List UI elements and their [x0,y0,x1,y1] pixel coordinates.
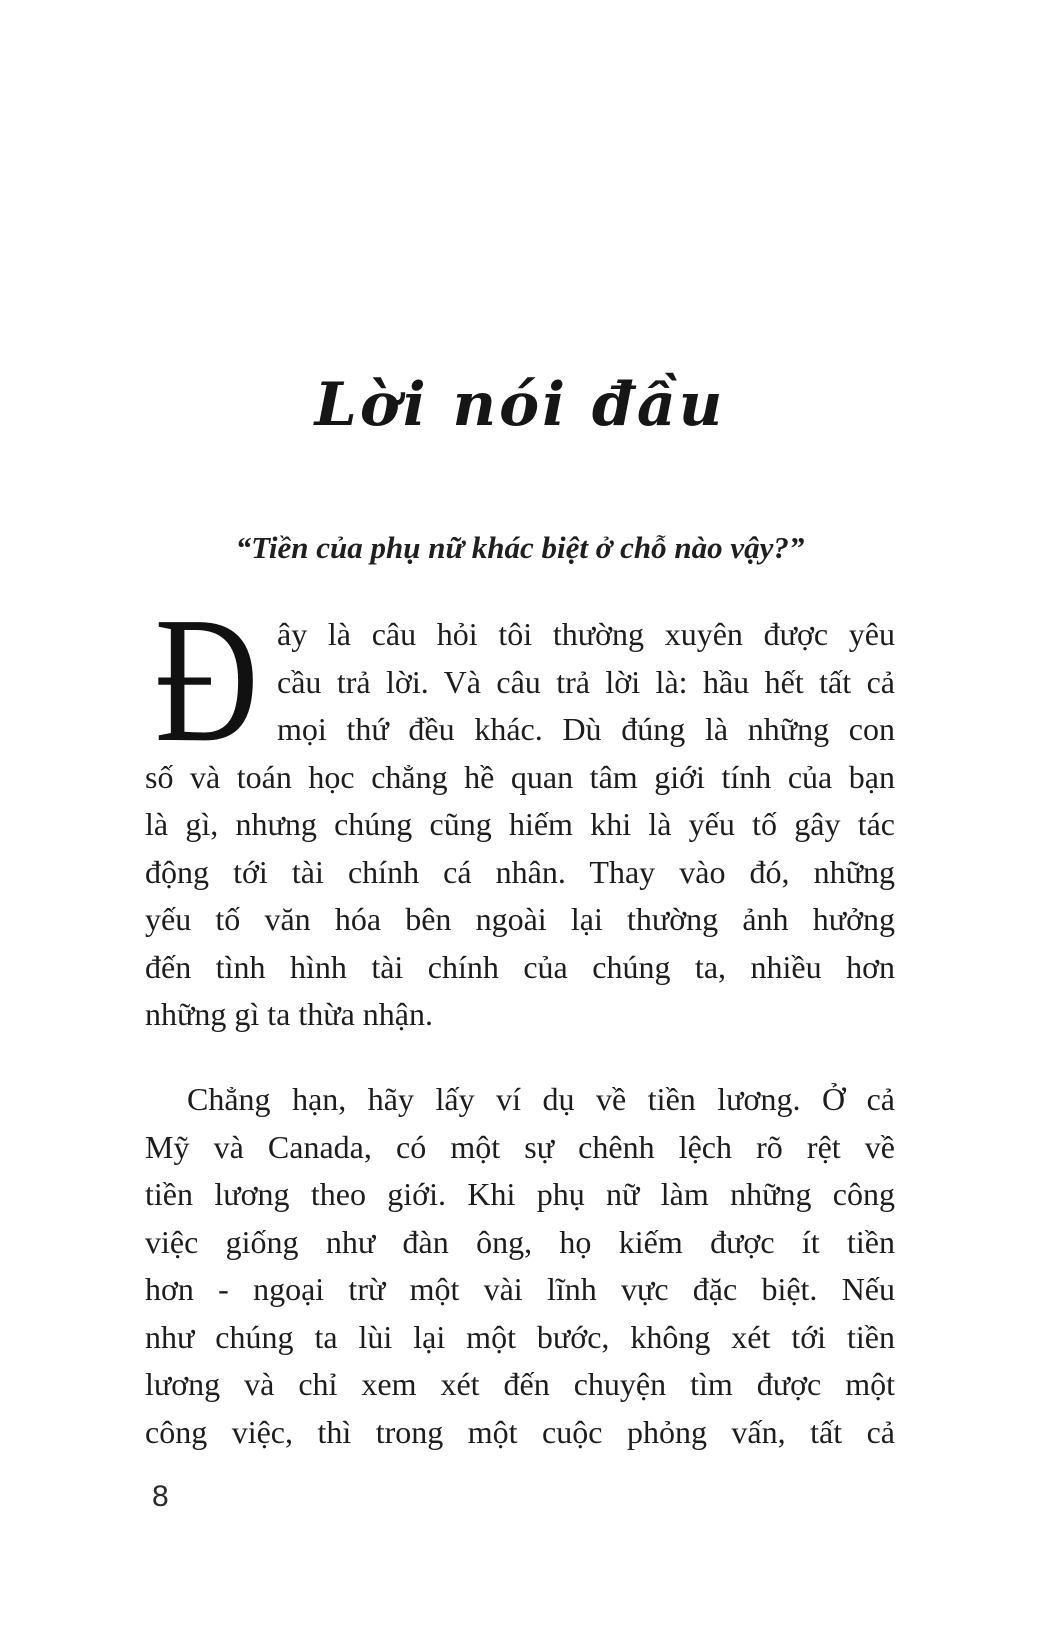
text-line: yếu tố văn hóa bên ngoài lại thường ảnh hưởng [145,901,895,937]
text-line: động tới tài chính cá nhân. Thay vào đó, những [145,853,895,890]
drop-cap-letter: Đ [154,580,259,779]
text-line: tiền lương theo giới. Khi phụ nữ làm những công [145,1176,895,1212]
text-line: như chúng ta lùi lại một bước, không xét tới tiền [145,1318,895,1355]
page-number: 8 [152,1480,169,1513]
text-line: cầu trả lời. Và câu trả lời là: hầu hết tất cả [277,663,895,700]
paragraph-1 [145,580,895,1039]
text-line: ây là câu hỏi tôi thường xuyên được yêu [277,616,895,652]
text-line: Mỹ và Canada, có một sự chênh lệch rõ rệt về [145,1128,895,1165]
text-line: mọi thứ đều khác. Dù đúng là những con [277,711,895,747]
drop-cap [145,580,277,779]
text-line: là gì, nhưng chúng cũng hiếm khi là yếu tố gây tác [145,806,895,842]
paragraph-2 [145,1076,895,1456]
text-line: lương và chỉ xem xét đến chuyện tìm được một [145,1366,895,1402]
text-line: hơn - ngoại trừ một vài lĩnh vực đặc biệt. Nếu [145,1271,895,1307]
chapter-quote: “Tiền của phụ nữ khác biệt ở chỗ nào vậy?” [235,530,805,565]
text-line: đến tình hình tài chính của chúng ta, nhiều hơn [145,948,895,985]
text-line: những gì ta thừa nhận. [145,996,433,1032]
text-line: Chẳng hạn, hãy lấy ví dụ về tiền lương. Ở cả [187,1081,895,1117]
text-line: số và toán học chẳng hề quan tâm giới tính của bạn [145,758,895,795]
text-line: việc giống như đàn ông, họ kiếm được ít tiền [145,1223,895,1260]
chapter-title: Lời nói đầu [314,370,726,441]
text-line: công việc, thì trong một cuộc phỏng vấn, tất cả [145,1413,895,1450]
